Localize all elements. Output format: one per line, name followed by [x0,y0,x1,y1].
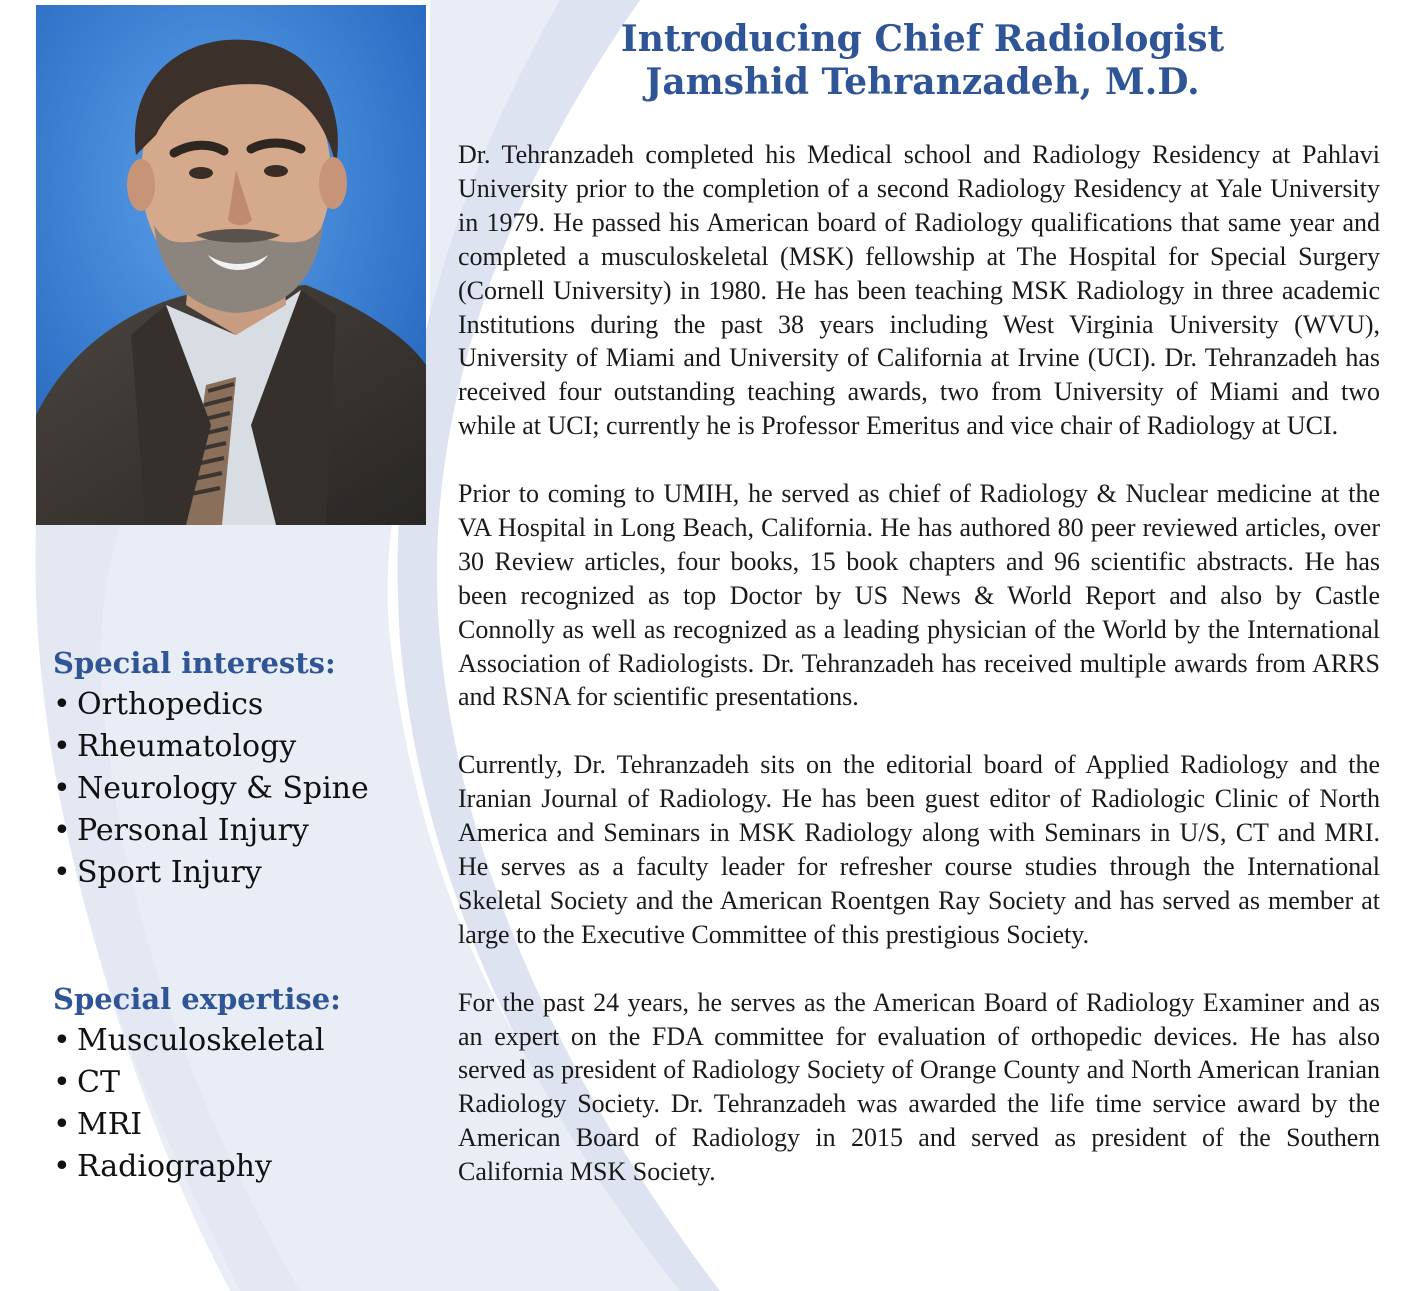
title-line-2: Jamshid Tehranzadeh, M.D. [645,61,1200,103]
bio-paragraph: Dr. Tehranzadeh completed his Medical school and Radiology Residency at Pahlavi University prior to the completion of a second Radiology Residency at Yale University in 1979. He passed his American board of Radiology qualifications that same year and completed a musculoskeletal (MSK) fellowship at The Hospital for Special Surgery (Cornell University) in 1980. He has been teaching MSK Radiology in three academic Institutions during the past 38 years including West Virginia University (WVU), University of Miami and University of California at Irvine (UCI). Dr. Tehranzadeh has received four outstanding teaching awards, two from University of Miami and two while at UCI; currently he is Professor Emeritus and vice chair of Radiology at UCI. [458,140,1380,441]
list-item [53,684,369,726]
bullet-icon: • [53,1065,71,1100]
portrait-illustration [36,5,426,525]
bullet-icon: • [53,1107,71,1142]
list-item-label: Musculoskeletal [77,1023,325,1058]
bio-paragraph: Prior to coming to UMIH, he served as chief of Radiology & Nuclear medicine at the VA Hospital in Long Beach, California. He has authored 80 peer reviewed articles, over 30 Review articles, four books, 15 book chapters and 96 scientific abstracts. He has been recognized as top Doctor by US News & World Report and also by Castle Connolly as well as recognized as a leading physician of the World by the International Association of Radiologists. Dr. Tehranzadeh has received multiple awards from ARRS and RSNA for scientific presentations. [458,479,1380,712]
bullet-icon: • [53,813,71,848]
list-item-label: Orthopedics [77,687,264,722]
bullet-icon: • [53,1149,71,1184]
list-item-label: Neurology & Spine [77,771,369,806]
list-item [53,726,369,768]
list-item-label: MRI [77,1107,143,1142]
bio-paragraph: Currently, Dr. Tehranzadeh sits on the editorial board of Applied Radiology and the Iranian Journal of Radiology. He has been guest editor of Radiologic Clinic of North America and Seminars in MSK Radiology along with Seminars in U/S, CT and MRI. He serves as a faculty leader for refresher course studies through the International Skeletal Society and the American Roentgen Ray Society and has served as member at large to the Executive Committee of this prestigious Society. [458,750,1380,949]
list-item [53,1104,341,1146]
bullet-icon: • [53,729,71,764]
list-item-label: CT [77,1065,120,1100]
list-item [53,810,369,852]
title-line-1: Introducing Chief Radiologist [620,18,1225,60]
list-item [53,768,369,810]
bullet-icon: • [53,687,71,722]
doctor-portrait [36,5,426,525]
list-item [53,1146,341,1188]
list-item-label: Personal Injury [77,813,309,848]
special-expertise-section [53,978,341,1188]
list-item [53,1020,341,1062]
list-item [53,852,369,894]
special-interests-section [53,642,369,894]
bullet-icon: • [53,1023,71,1058]
special-interests-list [53,684,369,894]
list-item-label: Rheumatology [77,729,297,764]
list-item-label: Sport Injury [77,855,262,890]
bio-paragraph: For the past 24 years, he serves as the American Board of Radiology Examiner and as an expert on the FDA committee for evaluation of orthopedic devices. He has also served as president of Radiology Society of Orange County and North American Iranian Radiology Society. Dr. Tehranzadeh was awarded the life time service award by the American Board of Radiology in 2015 and served as president of the Southern California MSK Society. [458,987,1380,1187]
list-item-label: Radiography [77,1149,272,1184]
special-expertise-heading: Special expertise: [53,982,341,1016]
page-title [440,18,1405,104]
special-interests-heading: Special interests: [53,646,336,680]
bullet-icon: • [53,771,71,806]
bullet-icon: • [53,855,71,890]
list-item [53,1062,341,1104]
biography [458,138,1380,1223]
special-expertise-list [53,1020,341,1188]
